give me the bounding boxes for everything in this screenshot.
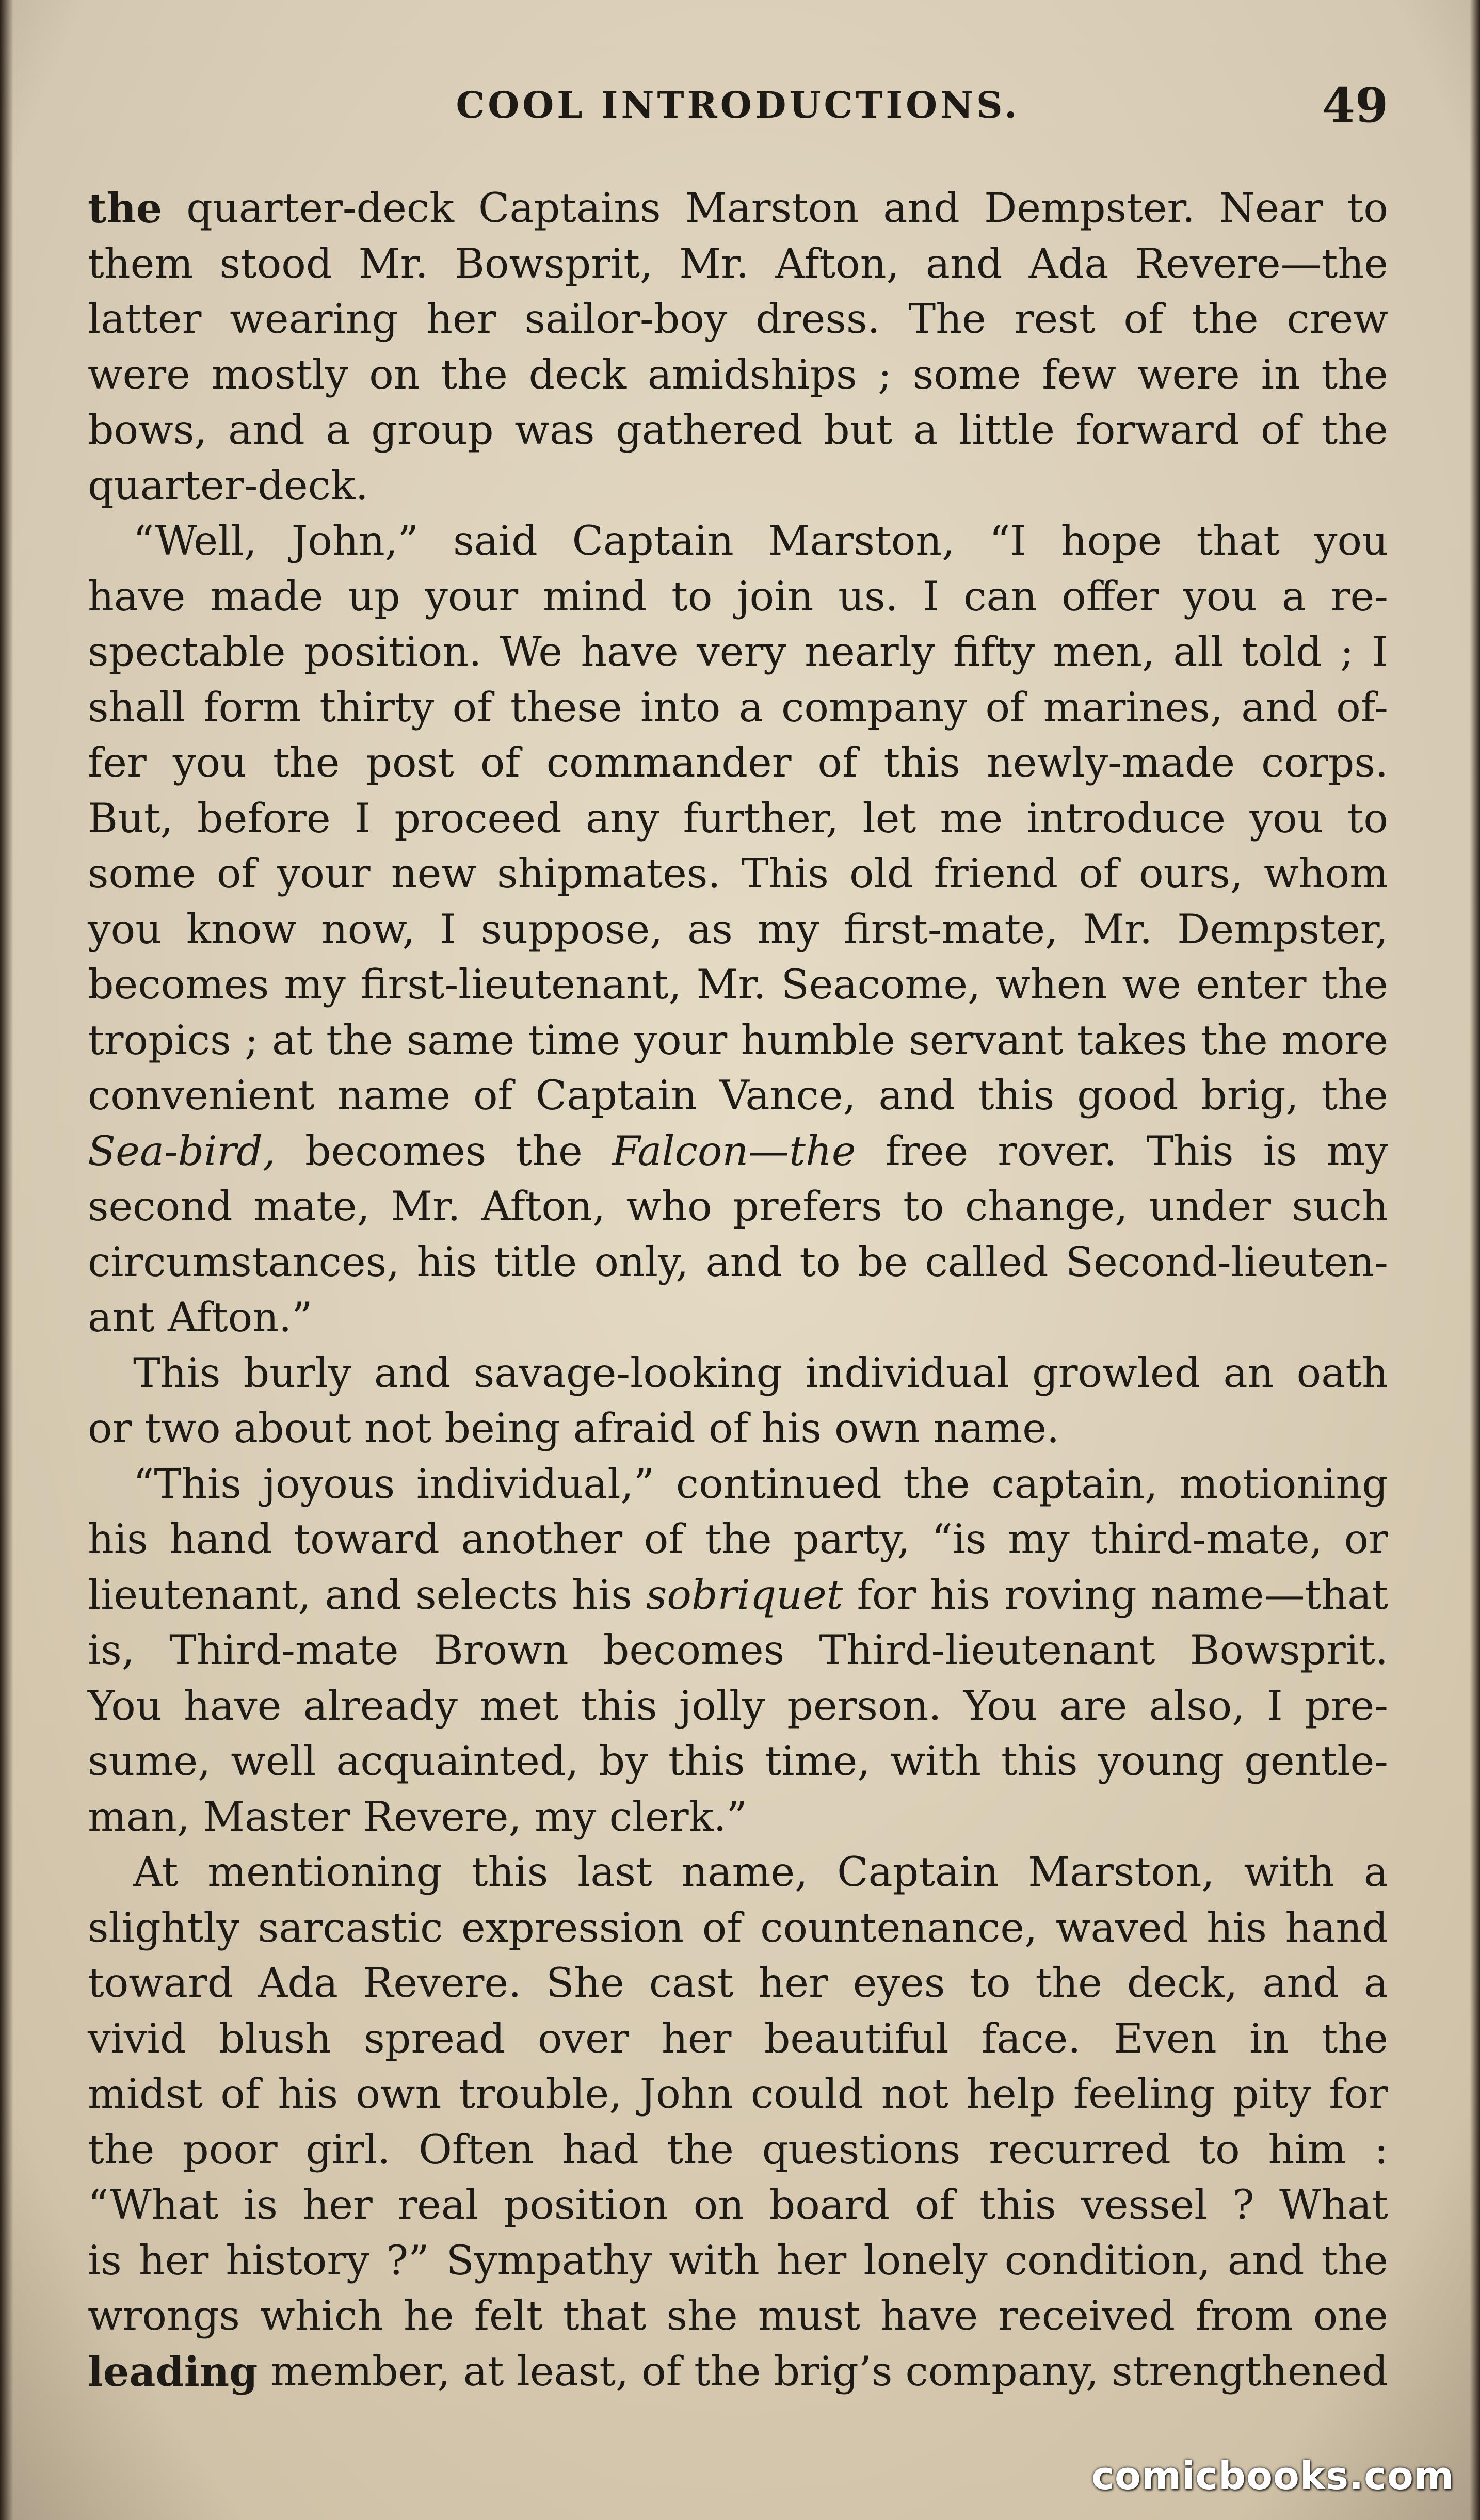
text-line: you know now, I suppose, as my first-mate, Mr. Dempster, (88, 905, 1388, 953)
text-line: “Well, John,” said Captain Marston, “I hope that you (133, 517, 1388, 564)
text-line: the quarter-deck Captains Marston and Dempster. Near to (88, 184, 1388, 232)
text-line: slightly sarcastic expression of countenance, waved his hand (88, 1903, 1388, 1951)
text-line: leading member, at least, of the brig’s company, strengthened (88, 2347, 1388, 2396)
text-line: have made up your mind to join us. I can offer you a re- (88, 572, 1388, 620)
text-line: his hand toward another of the party, “is my third-mate, or (88, 1515, 1388, 1563)
text-line: were mostly on the deck amidships ; some few were in the (88, 350, 1388, 398)
text-line: them stood Mr. Bowsprit, Mr. Afton, and Ada Revere—the (88, 239, 1388, 287)
text-line: circumstances, his title only, and to be called Second-lieuten- (88, 1238, 1388, 1286)
text-line: toward Ada Revere. She cast her eyes to the deck, and a (88, 1959, 1388, 2007)
text-line: becomes my first-lieutenant, Mr. Seacome, when we enter the (88, 961, 1388, 1008)
text-line: midst of his own trouble, John could not help feeling pity for (88, 2070, 1388, 2118)
text-line: man, Master Revere, my clerk.” (88, 1792, 748, 1840)
text-line: is, Third-mate Brown becomes Third-lieutenant Bowsprit. (88, 1626, 1388, 1674)
running-head: COOL INTRODUCTIONS. (456, 84, 1020, 126)
text-line: fer you the post of commander of this newly-made corps. (88, 739, 1388, 786)
text-line: is her history ?” Sympathy with her lonely condition, and the (88, 2236, 1388, 2284)
text-line: But, before I proceed any further, let me introduce you to (88, 794, 1388, 842)
page-header (88, 77, 1388, 134)
text-line: quarter-deck. (88, 461, 368, 509)
text-line: lieutenant, and selects his sobriquet for his roving name—that (88, 1571, 1388, 1619)
text-line: second mate, Mr. Afton, who prefers to change, under such (88, 1183, 1388, 1230)
text-line: or two about not being afraid of his own name. (88, 1404, 1060, 1452)
text-line: shall form thirty of these into a company of marines, and of- (88, 683, 1388, 731)
text-line: “This joyous individual,” continued the captain, motioning (133, 1460, 1388, 1508)
text-line: vivid blush spread over her beautiful face. Even in the (88, 2014, 1388, 2062)
watermark: comicbooks.com (1091, 2454, 1454, 2498)
text-line: Sea-bird, becomes the Falcon—the free rover. This is my (88, 1127, 1388, 1175)
page-left-edge-shadow (0, 0, 13, 2520)
text-line: ant Afton.” (88, 1294, 313, 1341)
text-line: latter wearing her sailor-boy dress. The rest of the crew (88, 295, 1388, 343)
body-text (88, 181, 1388, 2399)
page-number: 49 (1322, 77, 1388, 133)
text-line: spectable position. We have very nearly fifty men, all told ; I (88, 628, 1388, 675)
text-line: At mentioning this last name, Captain Marston, with a (133, 1848, 1388, 1896)
text-line: bows, and a group was gathered but a little forward of the (88, 406, 1388, 454)
text-line: This burly and savage-looking individual growled an oath (133, 1349, 1388, 1397)
text-line: tropics ; at the same time your humble servant takes the more (88, 1016, 1388, 1064)
text-line: some of your new shipmates. This old friend of ours, whom (88, 850, 1388, 897)
text-line: the poor girl. Often had the questions recurred to him : (88, 2125, 1388, 2173)
text-line: You have already met this jolly person. You are also, I pre- (88, 1682, 1388, 1730)
page-right-edge-shadow (1470, 0, 1480, 2520)
text-line: “What is her real position on board of this vessel ? What (88, 2181, 1388, 2228)
text-line: sume, well acquainted, by this time, with this young gentle- (88, 1737, 1388, 1785)
text-line: convenient name of Captain Vance, and this good brig, the (88, 1072, 1388, 1119)
text-line: wrongs which he felt that she must have received from one (88, 2292, 1388, 2339)
